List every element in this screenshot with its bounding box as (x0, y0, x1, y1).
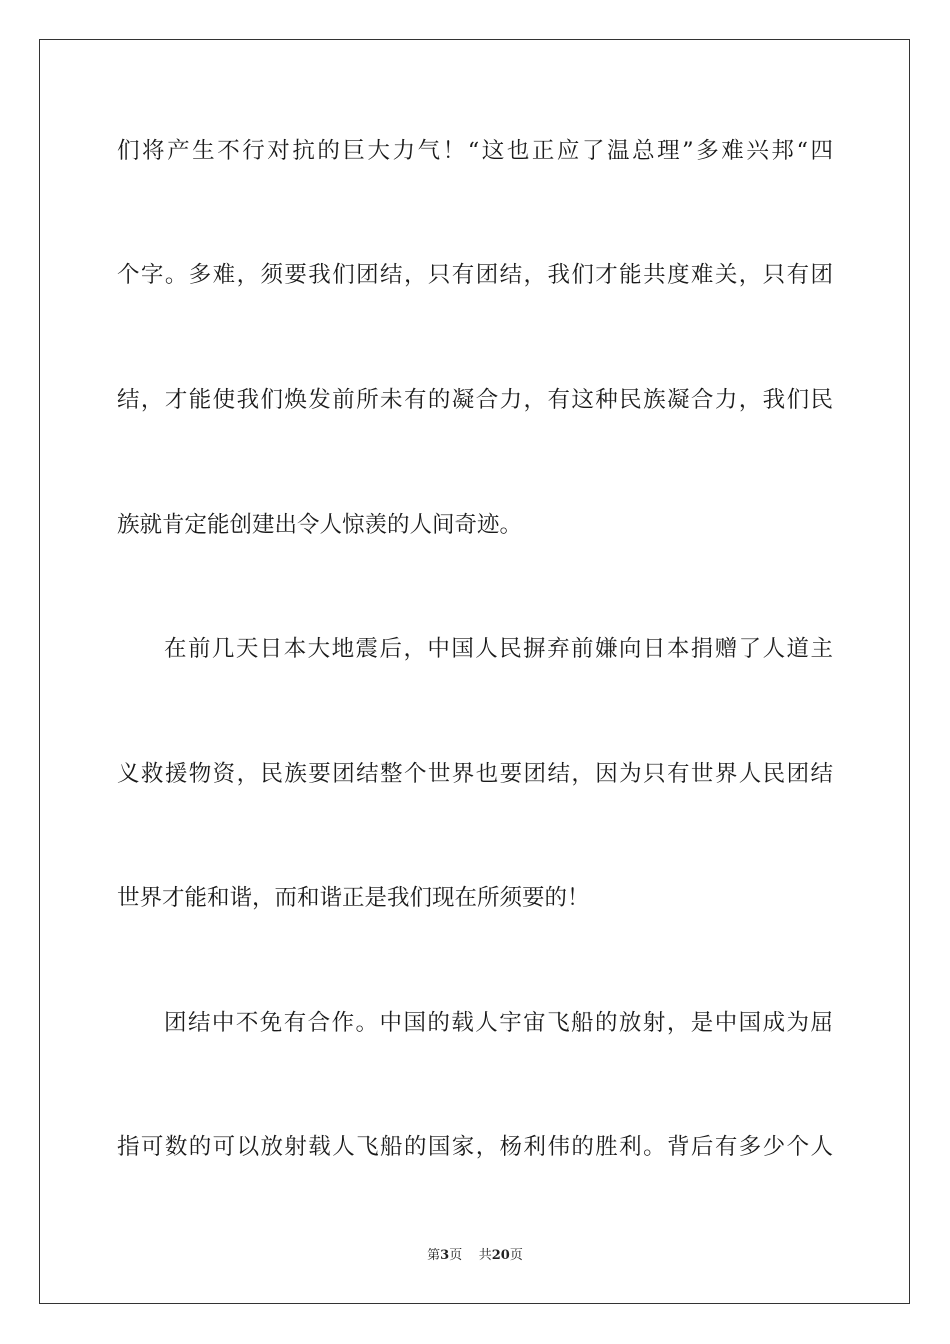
page-border (39, 39, 910, 1304)
footer-page-prefix: 第 (427, 1248, 441, 1263)
body-line-3: 结，才能使我们焕发前所未有的凝合力，有这种民族凝合力，我们民 (117, 387, 833, 413)
body-line-9: 指可数的可以放射载人飞船的国家，杨利伟的胜利。背后有多少个人 (117, 1134, 833, 1160)
body-line-1: 们将产生不行对抗的巨大力气！“这也正应了温总理”多难兴邦“四 (117, 138, 833, 164)
footer-total-pages: 20 (491, 1248, 510, 1263)
body-line-5: 在前几天日本大地震后，中国人民摒弃前嫌向日本捐赠了人道主 (164, 636, 833, 662)
footer-page-number: 3 (440, 1248, 450, 1263)
body-line-4: 族就肯定能创建出令人惊羡的人间奇迹。 (117, 512, 523, 538)
page-footer (0, 1247, 950, 1265)
body-line-7: 世界才能和谐，而和谐正是我们现在所须要的！ (117, 885, 590, 911)
footer-page-suffix: 页 (449, 1248, 463, 1263)
body-line-2: 个字。多难，须要我们团结，只有团结，我们才能共度难关，只有团 (117, 262, 833, 288)
footer-total-suffix: 页 (509, 1248, 523, 1263)
body-line-8: 团结中不免有合作。中国的载人宇宙飞船的放射，是中国成为屈 (164, 1010, 833, 1036)
footer-total-prefix: 共 (478, 1248, 492, 1263)
body-line-6: 义救援物资，民族要团结整个世界也要团结，因为只有世界人民团结 (117, 761, 833, 787)
